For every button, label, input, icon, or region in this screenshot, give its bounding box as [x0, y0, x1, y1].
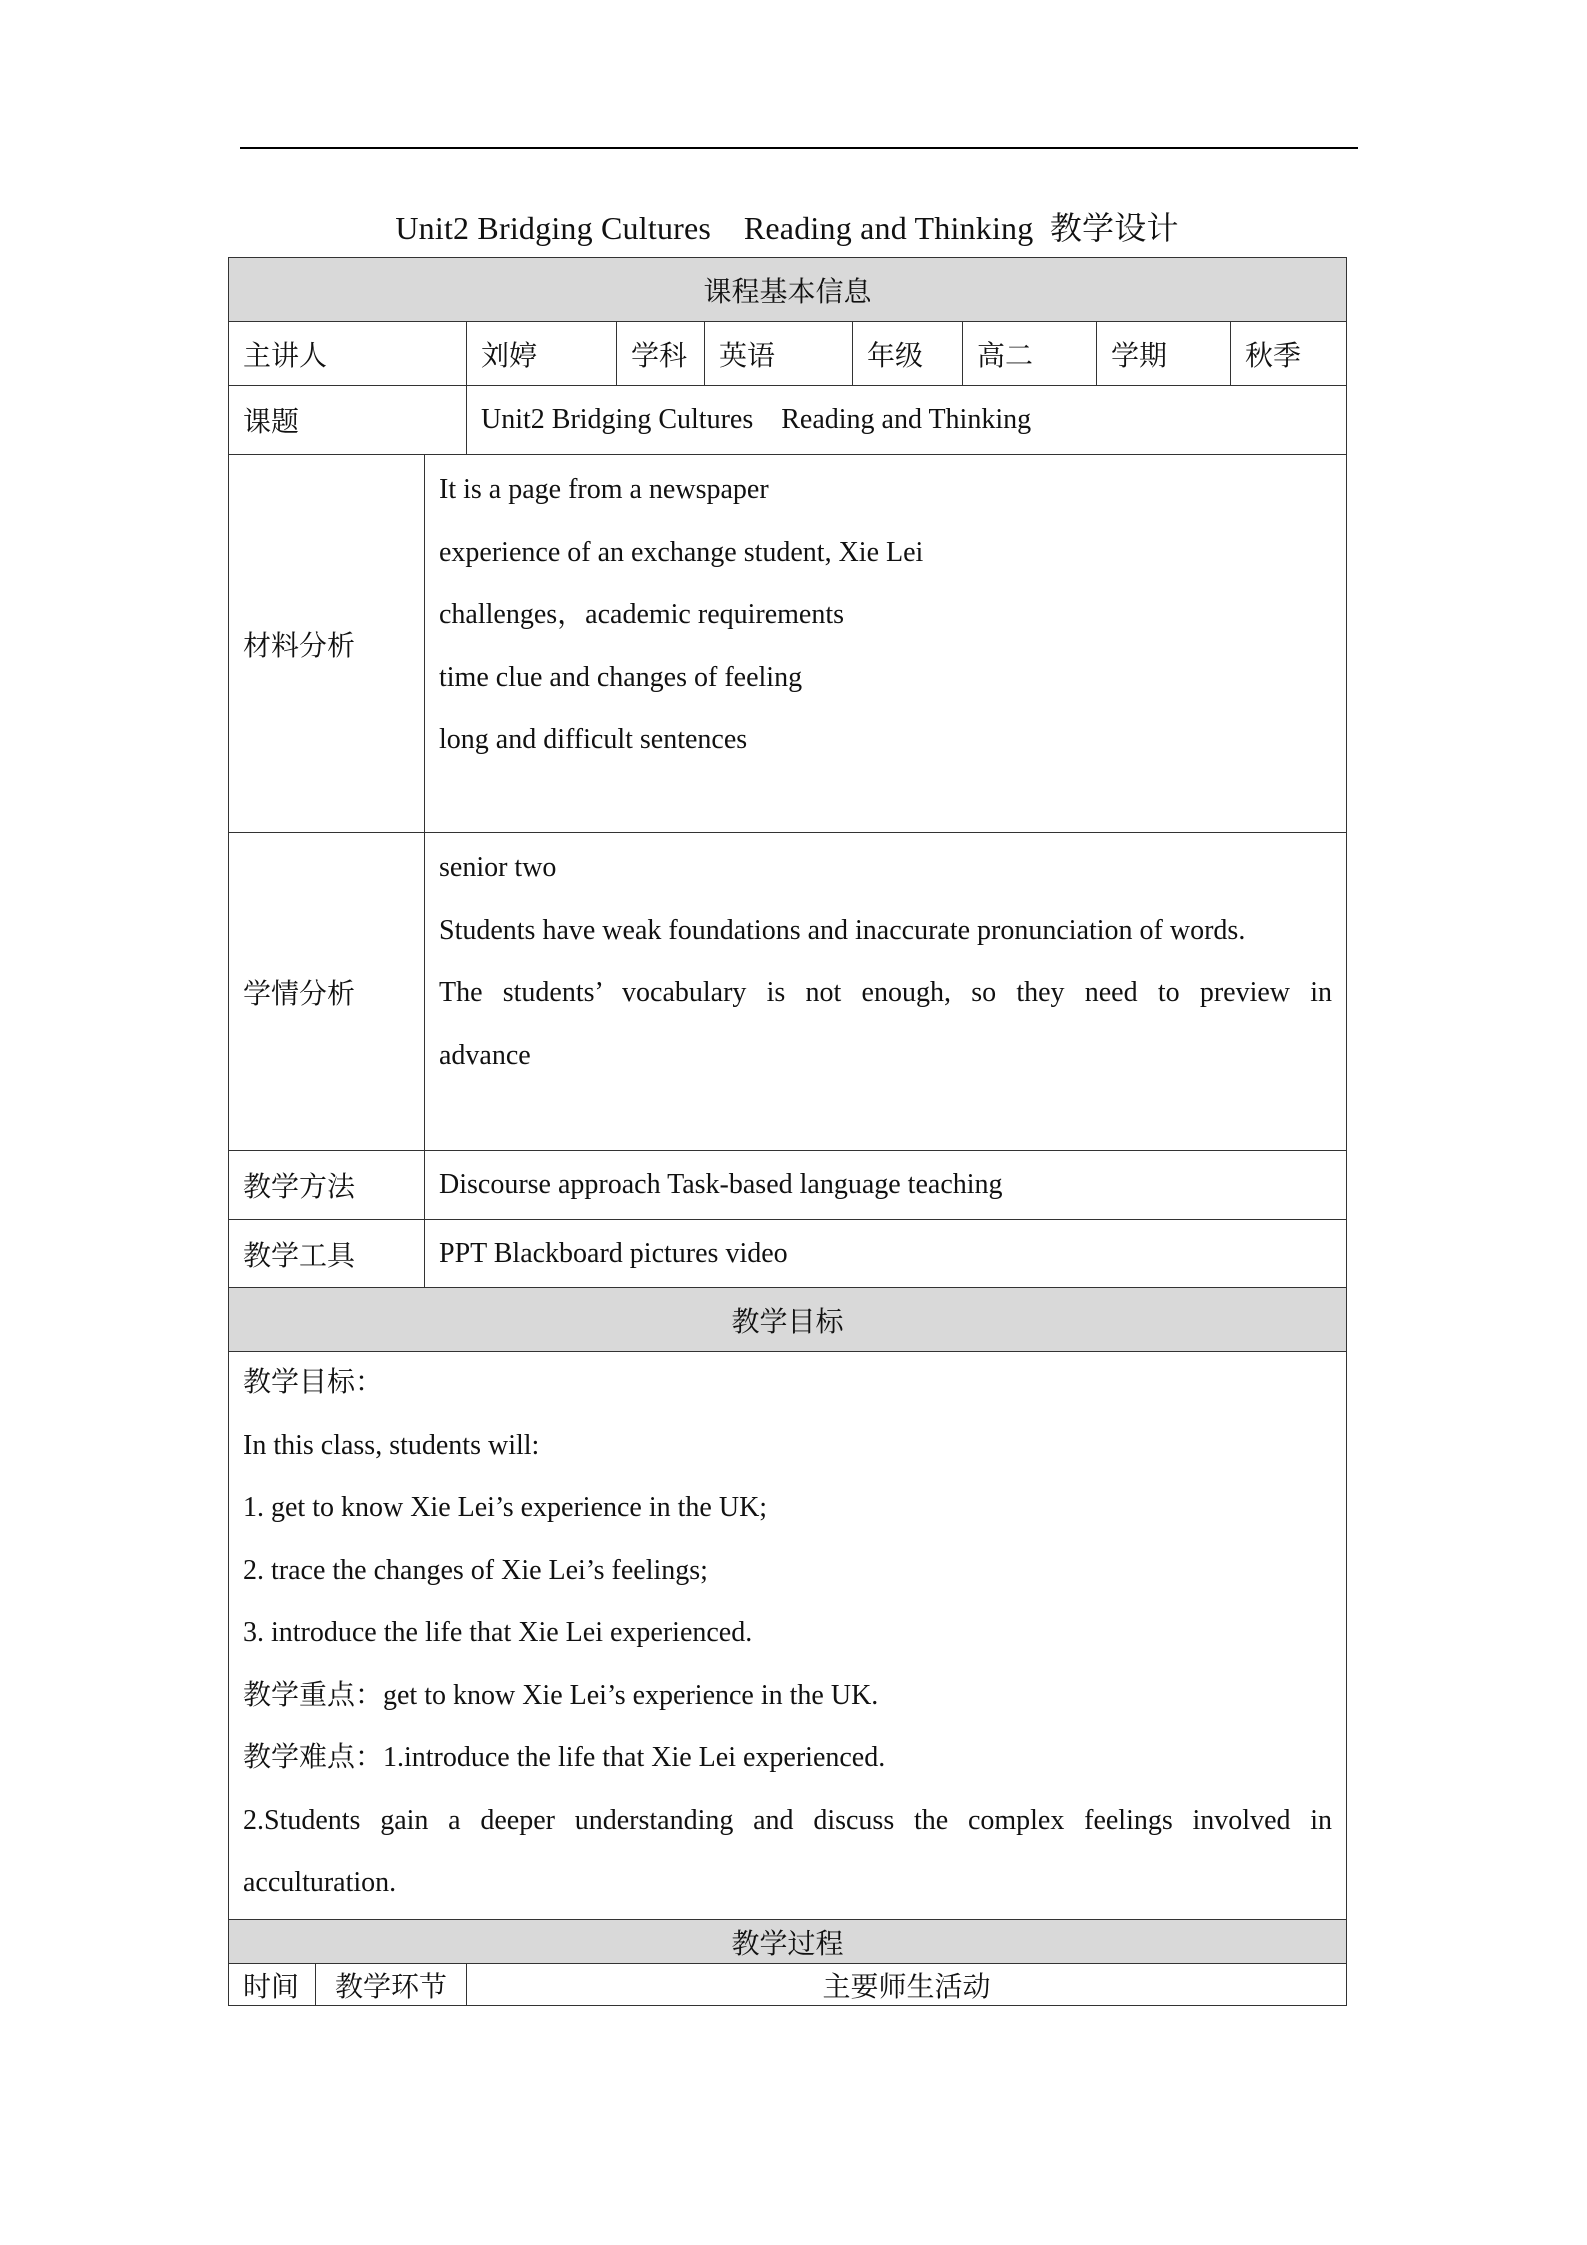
document-title: Unit2 Bridging Cultures Reading and Thinking 教学设计 — [395, 210, 1179, 246]
material-line: long and difficult sentences — [439, 724, 748, 755]
presenter-label: 主讲人 — [229, 322, 467, 386]
objective-line: 1. get to know Xie Lei’s experience in the UK; — [243, 1492, 768, 1523]
objectives-header-row — [229, 1288, 1347, 1352]
basic-info-header-row — [229, 258, 1347, 322]
student-line: Students have weak foundations and inaccurate pronunciation of words. — [439, 914, 1246, 946]
teaching-method-value: Discourse approach Task-based language teaching — [425, 1151, 1347, 1220]
objectives-row — [229, 1352, 1347, 1920]
objective-line: 3. introduce the life that Xie Lei experienced. — [243, 1617, 753, 1648]
student-analysis-label: 学情分析 — [229, 833, 425, 1151]
process-columns-row — [229, 1964, 1347, 2006]
basic-info-fields-row — [229, 322, 1347, 386]
process-header-row — [229, 1920, 1347, 1964]
student-line: advance — [439, 1039, 531, 1071]
teaching-method-row — [229, 1151, 1347, 1220]
lesson-plan-table — [228, 257, 1347, 2006]
column-header-activities: 主要师生活动 — [467, 1964, 1347, 2006]
material-line: time clue and changes of feeling — [439, 661, 803, 693]
material-line: challenges，academic requirements — [439, 599, 845, 630]
teaching-method-label: 教学方法 — [229, 1151, 425, 1220]
subject-label: 学科 — [617, 322, 705, 386]
term-label: 学期 — [1097, 322, 1231, 386]
grade-value: 高二 — [963, 322, 1097, 386]
page-header-rule — [240, 147, 1358, 149]
material-analysis-content — [425, 455, 1347, 833]
subject-value: 英语 — [705, 322, 853, 386]
material-line: It is a page from a newspaper — [439, 474, 769, 505]
material-line: experience of an exchange student, Xie Lei — [439, 536, 924, 568]
objective-line: In this class, students will: — [243, 1429, 540, 1461]
student-analysis-row — [229, 833, 1347, 1151]
objective-line: 2.Students gain a deeper understanding and discuss the complex feelings involved in — [243, 1804, 1333, 1836]
student-line: The students’ vocabulary is not enough, so they need to preview in — [439, 977, 1333, 1008]
material-analysis-label: 材料分析 — [229, 455, 425, 833]
presenter-value: 刘婷 — [467, 322, 617, 386]
teaching-tools-label: 教学工具 — [229, 1220, 425, 1288]
material-analysis-row — [229, 455, 1347, 833]
objectives-content — [229, 1352, 1347, 1920]
objective-line: 教学目标： — [243, 1367, 384, 1398]
topic-value: Unit2 Bridging Cultures Reading and Thinking — [467, 386, 1347, 455]
objective-line: 教学难点：1.introduce the life that Xie Lei experienced. — [243, 1742, 886, 1773]
term-value: 秋季 — [1231, 322, 1347, 386]
teaching-tools-row — [229, 1220, 1347, 1288]
objective-line: 教学重点：get to know Xie Lei’s experience in the UK. — [243, 1679, 879, 1711]
grade-label: 年级 — [853, 322, 963, 386]
student-analysis-content — [425, 833, 1347, 1151]
column-header-stage: 教学环节 — [316, 1964, 467, 2006]
section-header-objectives: 教学目标 — [229, 1288, 1347, 1352]
objective-line: 2. trace the changes of Xie Lei’s feelings; — [243, 1554, 708, 1586]
student-line: senior two — [439, 852, 557, 883]
section-header-basic-info: 课程基本信息 — [229, 258, 1347, 322]
objective-line: acculturation. — [243, 1867, 397, 1898]
topic-row — [229, 386, 1347, 455]
section-header-process: 教学过程 — [229, 1920, 1347, 1964]
topic-label: 课题 — [229, 386, 467, 455]
column-header-time: 时间 — [229, 1964, 316, 2006]
teaching-tools-value: PPT Blackboard pictures video — [425, 1220, 1347, 1288]
